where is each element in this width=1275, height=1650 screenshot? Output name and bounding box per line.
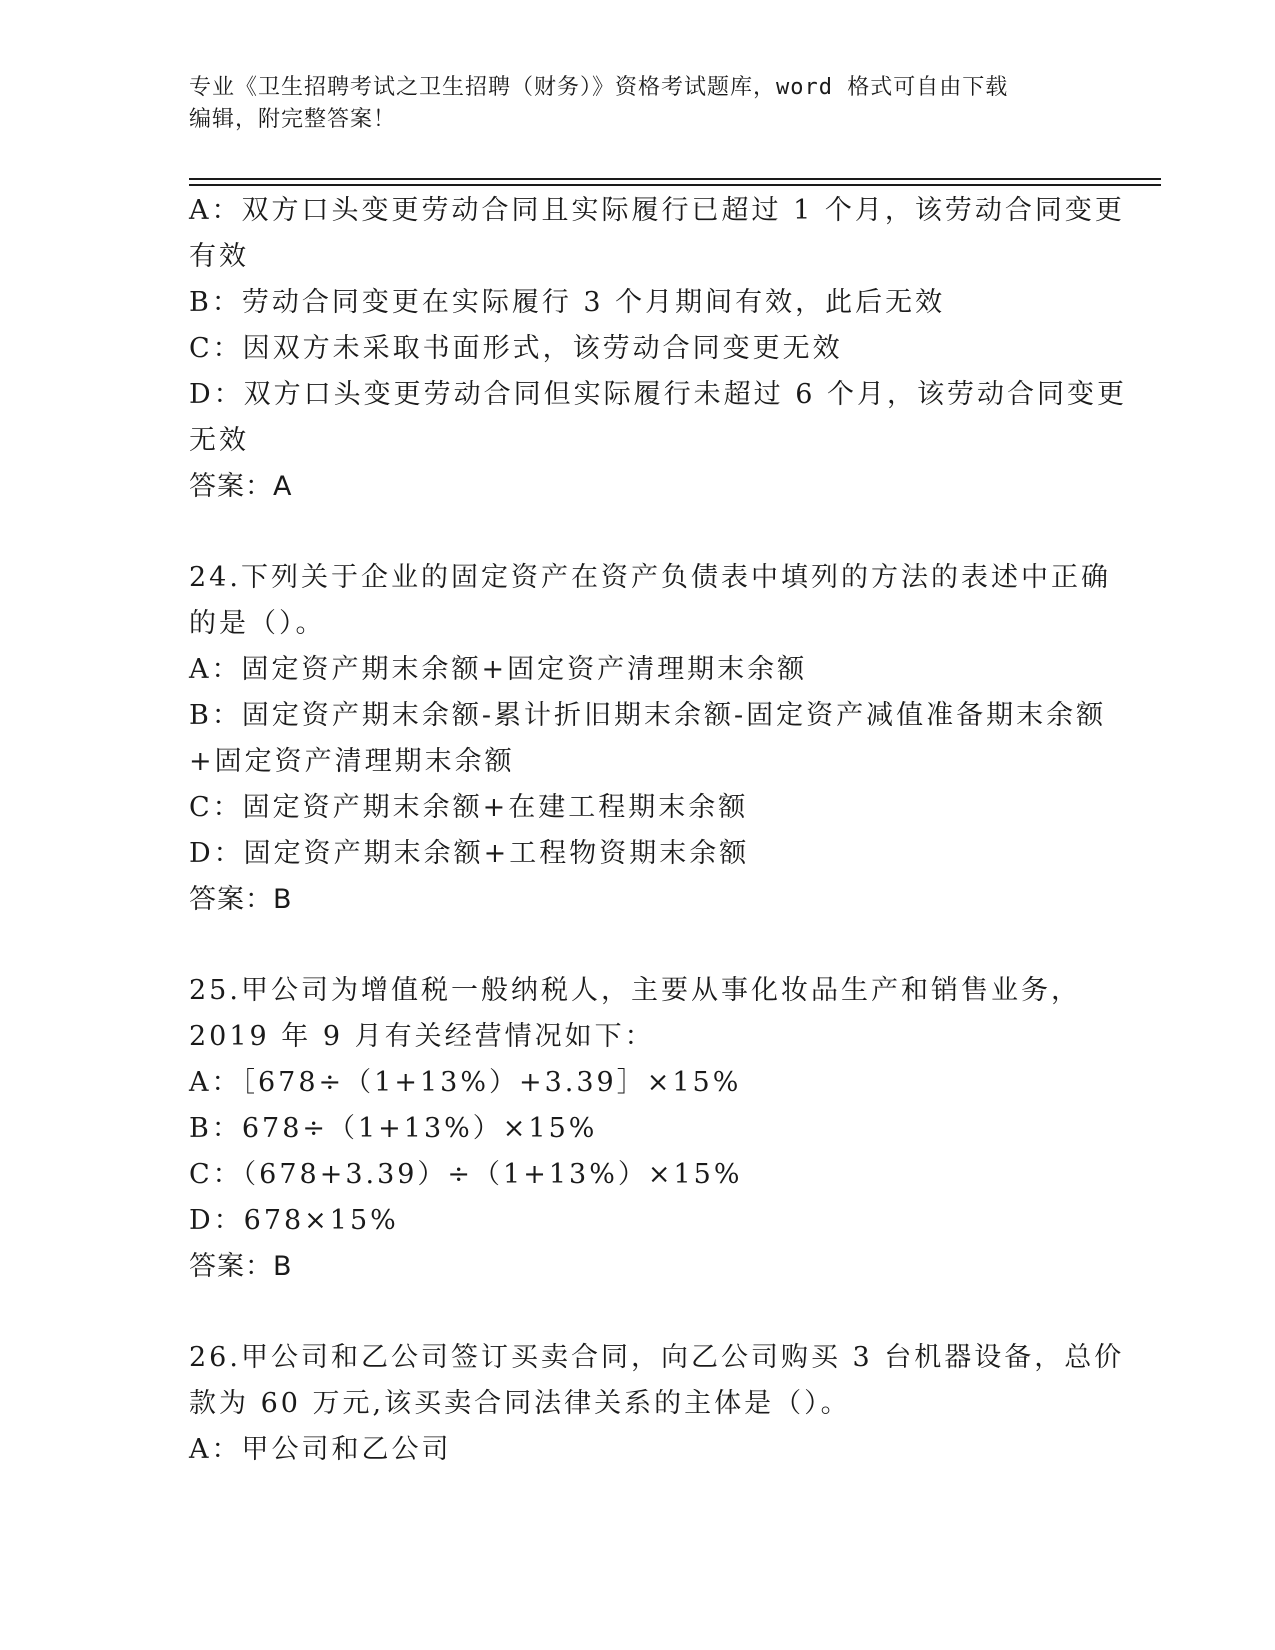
- q23-option-a-line-1: A：双方口头变更劳动合同且实际履行已超过 1 个月，该劳动合同变更: [189, 195, 1125, 226]
- spacer: [189, 510, 1089, 555]
- q26-option-a: A：甲公司和乙公司: [189, 1434, 452, 1465]
- q25-option-d: D：678×15%: [189, 1205, 399, 1236]
- q23-option-a-line-2: 有效: [189, 241, 249, 272]
- q23-answer: 答案：A: [189, 471, 293, 502]
- question-24: [189, 555, 1111, 923]
- q25-answer: 答案：B: [189, 1251, 293, 1282]
- q25-option-b: B：678÷（1+13%）×15%: [189, 1113, 598, 1144]
- header-line-2: 编辑，附完整答案！: [189, 107, 397, 132]
- q25-option-a: A：［678÷（1+13%）+3.39］×15%: [189, 1067, 742, 1098]
- q24-question-line-1: 24.下列关于企业的固定资产在资产负债表中填列的方法的表述中正确: [189, 562, 1111, 593]
- question-26: [189, 1335, 1125, 1473]
- q24-option-d: D：固定资产期末余额+工程物资期末余额: [189, 838, 750, 869]
- question-list: [189, 188, 1127, 1473]
- q23-option-c: C：因双方未采取书面形式，该劳动合同变更无效: [189, 333, 843, 364]
- q26-question-line-1: 26.甲公司和乙公司签订买卖合同，向乙公司购买 3 台机器设备，总价: [189, 1342, 1125, 1373]
- question-23: [189, 188, 1127, 510]
- q24-option-b-line-2: +固定资产清理期末余额: [189, 746, 515, 777]
- question-25: [189, 968, 1089, 1290]
- q25-question-line-1: 25.甲公司为增值税一般纳税人，主要从事化妆品生产和销售业务，: [189, 975, 1081, 1006]
- q24-question-line-2: 的是（）。: [189, 608, 326, 639]
- q24-option-a: A：固定资产期末余额+固定资产清理期末余额: [189, 654, 808, 685]
- q25-question-line-2: 2019 年 9 月有关经营情况如下：: [189, 1021, 655, 1052]
- q24-answer: 答案：B: [189, 884, 293, 915]
- q24-option-c: C：固定资产期末余额+在建工程期末余额: [189, 792, 749, 823]
- header-divider-top: [189, 178, 1161, 180]
- q23-option-d-line-2: 无效: [189, 425, 249, 456]
- spacer: [189, 1290, 1089, 1335]
- header-divider-bottom: [189, 184, 1161, 186]
- spacer: [189, 923, 1089, 968]
- q23-option-d-line-1: D：双方口头变更劳动合同但实际履行未超过 6 个月，该劳动合同变更: [189, 379, 1127, 410]
- document-header: [189, 72, 1089, 136]
- q24-option-b-line-1: B：固定资产期末余额-累计折旧期末余额-固定资产减值准备期末余额: [189, 700, 1107, 731]
- header-line-1: 专业《卫生招聘考试之卫生招聘（财务）》资格考试题库，word 格式可自由下载: [189, 75, 1009, 100]
- q26-question-line-2: 款为 60 万元,该买卖合同法律关系的主体是（）。: [189, 1388, 851, 1419]
- q25-option-c: C：（678+3.39）÷（1+13%）×15%: [189, 1159, 743, 1190]
- q23-option-b: B：劳动合同变更在实际履行 3 个月期间有效，此后无效: [189, 287, 946, 318]
